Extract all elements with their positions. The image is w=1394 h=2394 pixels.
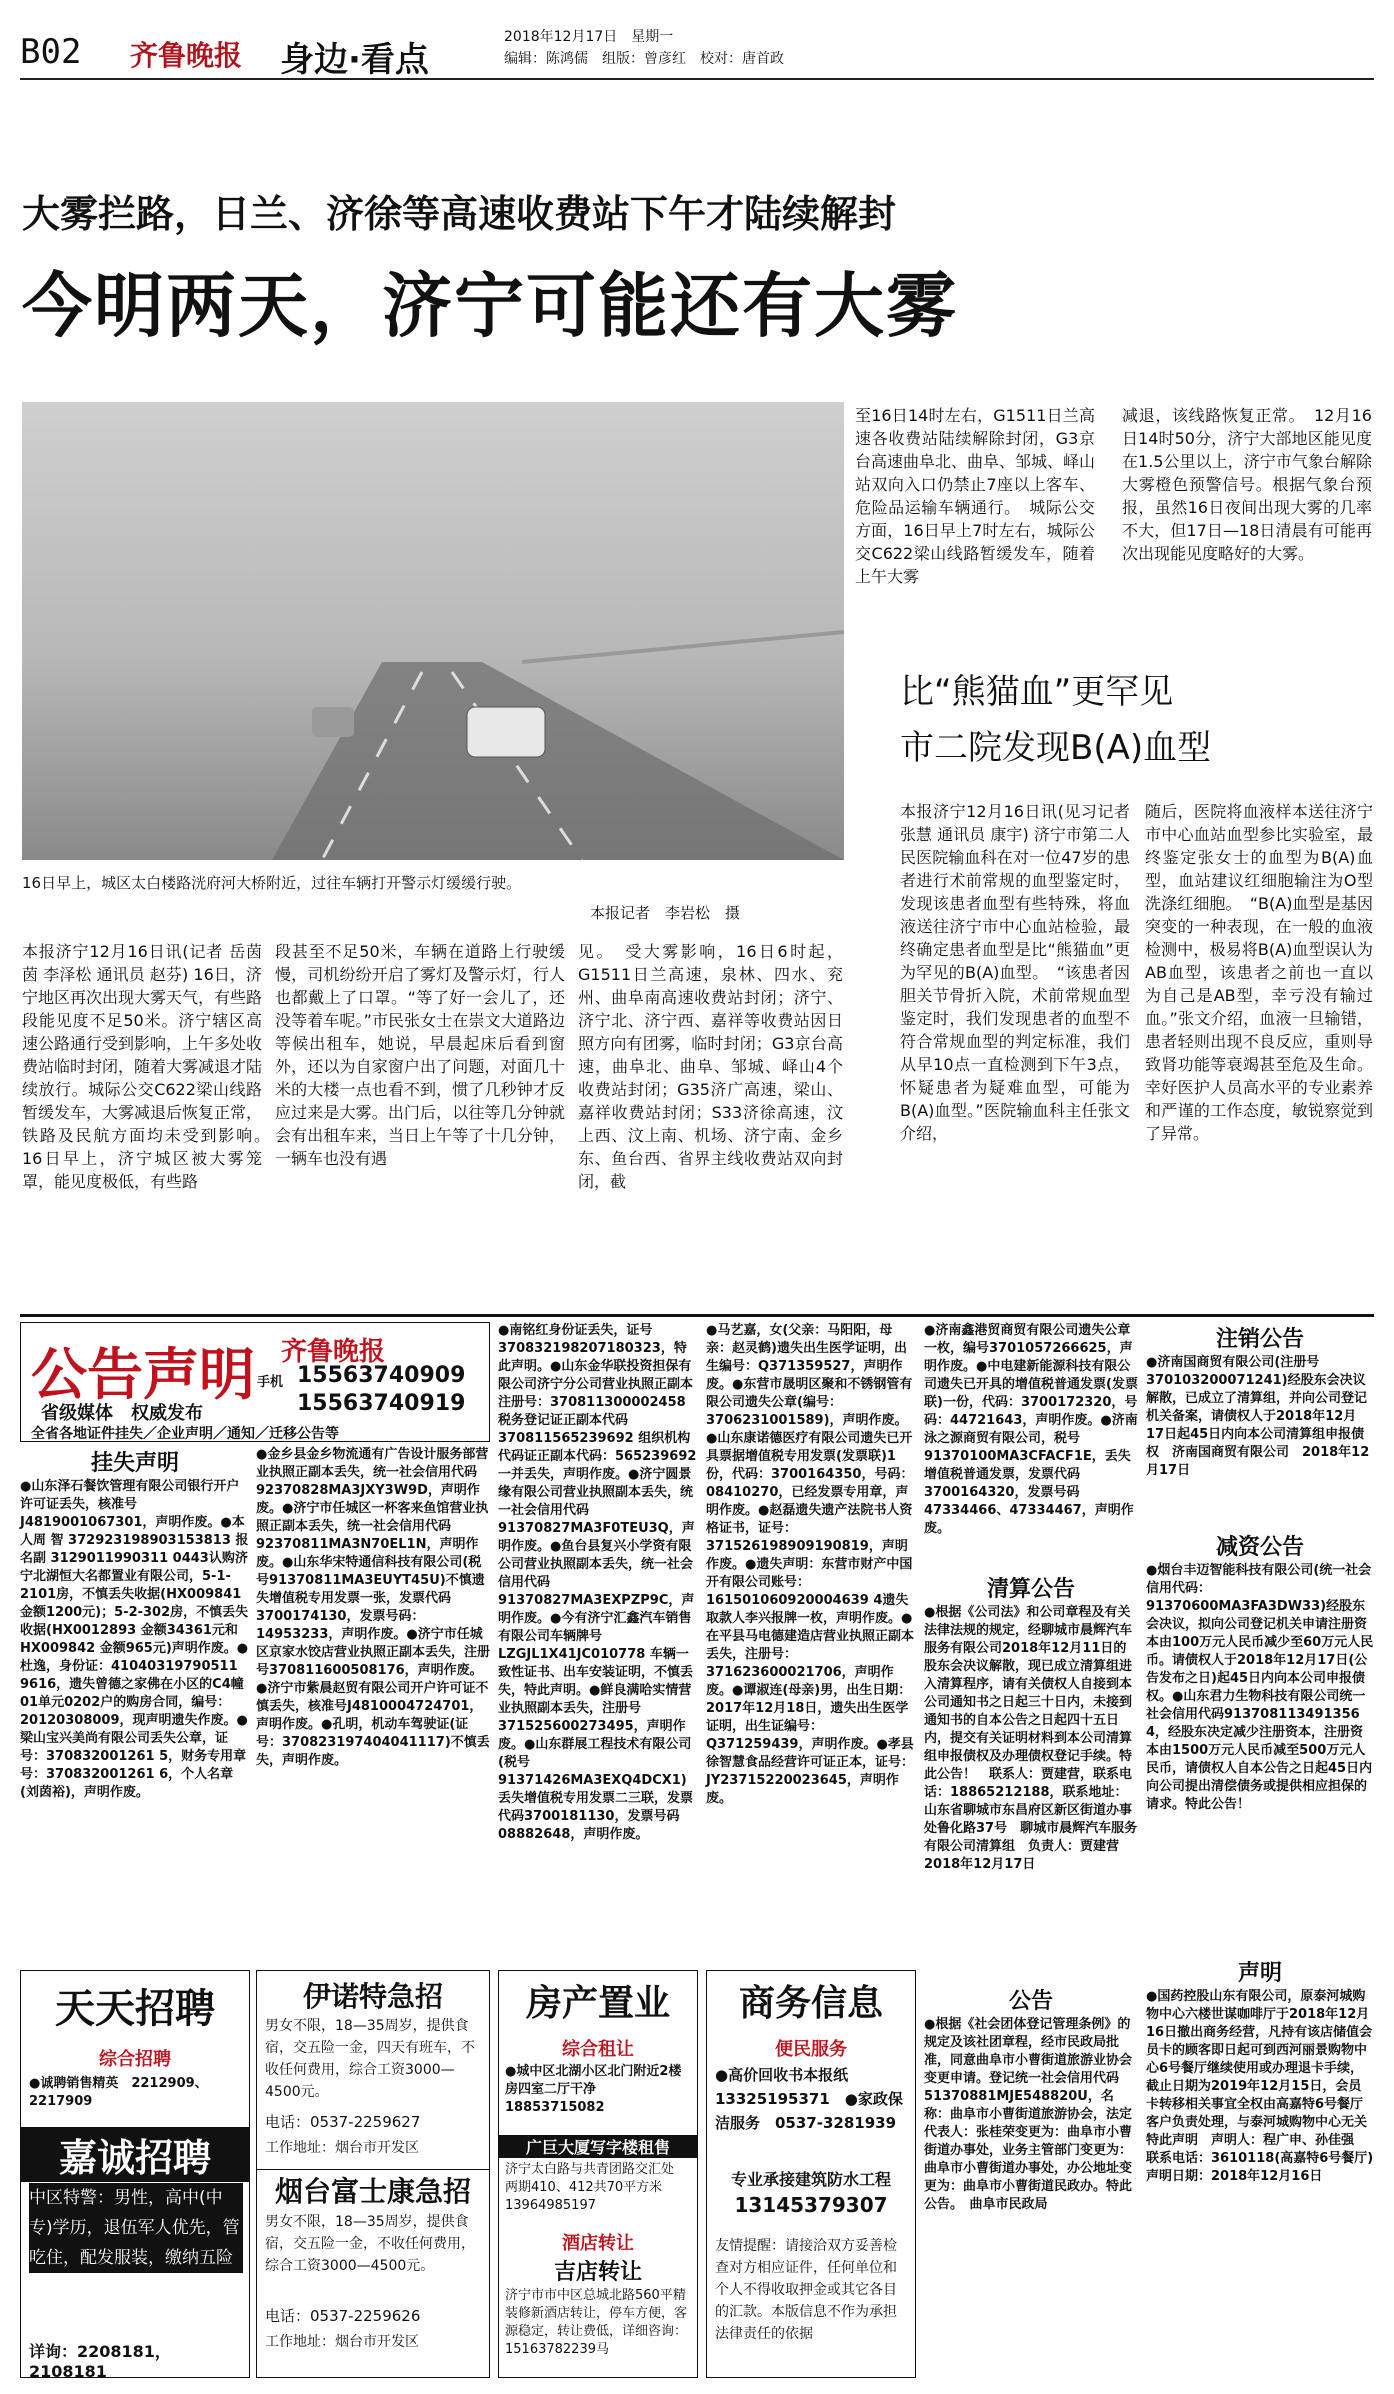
shangwu-title: 商务信息 [738,1983,883,2024]
main-headline: 今明两天，济宁可能还有大雾 [22,265,958,347]
jiacheng-body: 中区特警：男性，高中(中专)学历，退伍军人优先，管吃住，配发服装，缴纳五险 [29,2183,243,2273]
deregistration-title: 注销公告 [1215,1327,1304,1352]
masthead [20,18,1374,80]
yida-address: 工作地址：烟台市开发区 [265,2140,419,2156]
main-story-column-2: 段甚至不足50米，车辆在道路上行驶缓慢，司机纷纷开启了雾灯及警示灯，行人也都戴上了口罩。“等了好一会儿了，还没等着车呢。”市民张女士在崇文大道路边等候出租车，她说，早晨起床后看到窗外，还以为自家窗户出了问题，对面几十米的大楼一点也看不到，惯了几秒钟才反应过来是大雾。出门后，以往等几分钟就会有出租车来，当日上午等了十几分钟，一辆车也没有遇 [275,942,565,1168]
yantai-phone: 电话：0537-2259626 [265,2307,421,2325]
guangda-title: 广巨大厦写字楼租售 [499,2135,697,2158]
main-story-column-5: 减退，该线路恢复正常。 12月16日14时50分，济宁大部地区能见度在1.5公里以上，济宁市气象台解除大雾橙色预警信号。根据气象台预报，虽然16日夜间出现大雾的几率不大，但17日—18日清晨有可能再次出现能见度略好的大雾。 [1122,406,1372,563]
page-code: B02 [20,32,82,72]
friendly-reminder: 友情提醒：请接洽双方妥善检查对方相应证件，任何单位和个人不得收取押金或其它各目的汇款。本版信息不作为承担法律责任的依据 [715,2238,897,2342]
capital-reduction-title: 减资公告 [1215,1535,1304,1560]
second-story-column-2: 随后，医院将血液样本送往济宁市中心血站血型参比实验室，最终鉴定张女士的血型为B(A)血型，血站建议红细胞输注为O型洗涤红细胞。 “B(A)血型是基因突变的一种表现，在一般的血液检测中，极易将B(A)血型误认为AB血型，该患者之前也一直以为自己是AB型，幸亏没有输过血。”张文介绍，血液一旦输错，患者轻则出现不良反应，重则导致肾功能等衰竭甚至危及生命。幸好医护人员高水平的专业素养和严谨的工作态度，敏锐察觉到了异常。 [1145,802,1373,1143]
realestate-box [498,1970,698,2378]
fangchan-title: 房产置业 [525,1983,670,2024]
announcement-body: ●根据《社会团体登记管理条例》的规定及该社团章程，经市民政局批准，同意曲阜市小曹街道旅游业协会变更申请。登记统一社会信用代码51370881MJE548820U，名称：曲阜市小曹街道旅游协会，法定代表人：张桂荣变更为：曲阜市小曹街道办事处，业务主管部门变更为：曲阜市小曹街道办事处，办公地址变更为：曲阜市小曹街道民政办。特此公告。 曲阜市民政局 [924,2017,1133,2212]
yantai-body: 男女不限，18—35周岁，提供食宿，交五险一金，不收任何费用，综合工资3000—4500元。 [265,2214,475,2274]
yida-phone: 电话：0537-2259627 [265,2113,421,2131]
bianmin-body: ●高价回收书本报纸 13325195371 ●家政保洁服务 0537-3281939 [715,2066,903,2132]
guangda-body: 济宁太白路与共青团路交汇处 两期410、412共70平方米 13964985197 [505,2162,676,2213]
liquidation-title: 清算公告 [986,1577,1075,1602]
yantai-title: 烟台富士康急招 [257,2169,489,2210]
bianmin-title: 便民服务 [775,2039,847,2060]
lost-notice-column-5: ●济南鑫港贸商贸有限公司遗失公章一枚，编号3701057266625，声明作废。●中电建新能源科技有限公司遗失已开具的增值税普通发票(发票联)一份，代码：3700172320，号码：44721643，声明作废。●济南泳之源商贸有限公司，税号91370100MA3CFACF1E，丢失增值税普通发票，发票代码3700164320，发票号码47334466、47334467，声明作废。 [924,1323,1138,1536]
paper-logo: 齐鲁晚报 [130,39,243,72]
lost-notice-column-4: ●马艺嘉，女(父亲：马阳阳，母亲：赵灵鹤)遗失出生医学证明，出生编号：Q371359527，声明作废。●东营市晟明区聚和不锈钢管有限公司遗失公章(编号：3706231001589)，声明作废。●山东康诺德医疗有限公司遗失已开具票据增值税专用发票(发票联)1份，代码：3700164350，号码：08410270，已经发票专用章，声明作废。●赵磊遗失遗产法院书人资格证书，证号：371526198909190819，声明作废。●遗失声明：东营市财产中国开有限公司账号：161501060920004639 4遗失取款人李兴报牌一枚，声明作废。●在平县马电德建造店营业执照正副本丢失，注册号：371623600021706，声明作废。●谭淑连(母亲)男，出生日期：2017年12月18日，遗失出生医学证明，出生证编号：Q371259439，声明作废。●孝县徐智慧食品经营许可证正本，证号：JY23715220023645，声明作废。 [706,1323,915,1806]
zonghe-title: 综合招聘 [99,2049,171,2070]
business-info-box [706,1970,916,2378]
lost-notice-title: 挂失声明 [90,1451,179,1476]
notice-banner-tagline: 省级媒体 权威发布 [41,1403,203,1424]
jidian-body: 济宁市市中区总城北路560平精装修新酒店转让，停车方便，客源稳定，转让费低，详细咨询：15163782239马 [505,2288,688,2357]
photo-caption: 16日早上，城区太白楼路洸府河大桥附近，过往车辆打开警示灯缓缓行驶。 [22,874,522,892]
main-story-column-4: 至16日14时左右，G1511日兰高速各收费站陆续解除封闭，G3京台高速曲阜北、曲阜、邹城、峄山站双向入口仍禁止7座以上客车、危险品运输车辆通行。 城际公交方面，16日早上7时左右，城际公交C622梁山线路暂缓发车，随着上午大雾 [855,406,1096,586]
fog-photo [22,402,844,860]
notice-banner-paper: 齐鲁晚报 [281,1337,386,1367]
photo-credit: 本报记者 李岩松 摄 [590,904,741,922]
phone-number-2: 15563740919 [297,1391,466,1416]
deregistration-body: ●济南国商贸有限公司(注册号370103200071241)经股东会决议解散，已成立了清算组，并向公司登记机关备案，请债权人于2018年12月17日起45日内向本公司清算组申报债权 济南国商贸有限公司 2018年12月17日 [1146,1355,1370,1478]
fangshui-phone: 13145379307 [734,2193,888,2217]
jiudian-title: 酒店转让 [562,2233,634,2254]
editor-credits: 编辑：陈鸿儒 组版：曾彦红 校对：唐首政 [504,51,784,67]
main-story-column-3: 见。 受大雾影响，16日6时起，G1511日兰高速，泉林、四水、兖州、曲阜南高速收费站封闭；济宁、济宁北、济宁西、嘉祥等收费站因日照方向有团雾，临时封闭；G3京台高速，曲阜北、曲阜、邹城、峄山4个收费站封闭；G35济广高速，梁山、嘉祥收费站封闭；S33济徐高速，汶上西、汶上南、机场、济宁南、金乡东、鱼台西、省界主线收费站双向封闭，截 [578,942,843,1191]
jiacheng-phone: 详询：2208181，2108181 [29,2342,171,2381]
issue-date: 2018年12月17日 星期一 [504,29,674,45]
main-kicker: 大雾拦路，日兰、济徐等高速收费站下午才陆续解封 [22,192,897,236]
main-story-column-1: 本报济宁12月16日讯(记者 岳茵茵 李泽松 通讯员 赵芬) 16日，济宁地区再次出现大雾天气，有些路段能见度不足50米。济宁辖区高速公路通行受到影响，上午多处收费站临时封闭，随着大雾减退才陆续放行。城际公交C622梁山线路暂缓发车，大雾减退后恢复正常，铁路及民航方面均未受到影响。 16日早上，济宁城区被大雾笼罩，能见度极低，有些路 [22,942,279,1191]
statement-title: 声明 [1237,1961,1282,1986]
recruitment-box [20,1970,250,2381]
notice-services: 全省各地证件挂失／企业声明／通知／迁移公告等 [31,1426,339,1442]
zuli-title: 综合租让 [562,2039,634,2060]
fog-road-illustration [22,402,844,860]
jiacheng-title: 嘉诚招聘 [21,2127,249,2182]
lost-notice-column-3: ●南铭红身份证丢失，证号370832198207180323，特此声明。●山东金华联投资担保有限公司济宁分公司营业执照正副本注册号：370811300002458 税务登记证正副本代码370811565239692 组织机构代码证正副本代码：565239692一并丢失，声明作废。●济宁圆景缘有限公司营业执照副本丢失，统一社会信用代码91370827MA3F0TEU3Q，声明作废。●鱼台县复兴小学资有限公司营业执照副本丢失，统一社会信用代码91370827MA3EXPZP9C，声明作废。●今有济宁汇鑫汽车销售有限公司车辆牌号LZGJL1X41JC010778 车辆一致性证书、出车安装证明，不慎丢失，特此声明。●鲜良满哈实情营业执照副本丢失，注册号371525600273495，声明作废。●山东群展工程技术有限公司(税号91371426MA3EXQ4DCX1)丢失增值税专用发票二三联，发票代码3700181130，发票号码08882648，声明作废。 [498,1323,697,1842]
zuli-body: ●城中区北湖小区北门附近2楼房四室二厅干净 18853715082 [505,2064,682,2115]
phone-number-1: 15563740909 [297,1363,466,1388]
fangshui-title: 专业承接建筑防水工程 [730,2170,891,2189]
lost-notice-column-1: ●山东泽石餐饮管理有限公司银行开户许可证丢失，核准号J4819001067301，声明作废。●本人周 智 372923198903153813 报名副 3129011990311 0443认购济宁北湖恒大名都置业有限公司，5-1-2101房，不慎丢失收据(HX009841 金额1200元)；5-2-302房，不慎丢失收据(HX0012893 金额34361元和HX009842 金额965元)声明作废。●杜逸，身份证：41040319790511 9616，遗失曾德之家佛在小区的C4幢01单元0202户的购房合同，编号：20120308009，现声明遗失作废。●梁山宝兴美尚有限公司丢失公章，证号：370832001261 5，财务专用章号：370832001261 6，个人名章(刘茵裕)，声明作废。 [20,1479,249,1800]
notice-banner-title: 公告声明 [31,1342,255,1408]
notice-banner [20,1322,490,1442]
lost-notice-column-2: ●金乡县金乡物流通有广告设计服务部营业执照正副本丢失，统一社会信用代码92370828MA3JXY3W9D，声明作废。●济宁市任城区一杯客来鱼馆营业执照正副本丢失，统一社会信用代码92370811MA3N70EL1N，声明作废。●山东华宋特通信科技有限公司(税号91370811MA3EUYT45U)不慎遗失增值税专用发票一张，发票代码3700174130，发票号码：14953233，声明作废。●济宁市任城区京家水饺店营业执照正副本丢失，注册号370811600508176，声明作废。●济宁市紫晨赵贸有限公司开户许可证不慎丢失，核准号J4810004724701，声明作废。●孔明，机动车驾驶证(证号：370823197404041117)不慎丢失，声明作废。 [256,1447,491,1768]
jidian-title: 吉店转让 [553,2260,642,2285]
liquidation-body: ●根据《公司法》和公司章程及有关法律法规的规定，经聊城市晨辉汽车服务有限公司2018年12月11日的股东会决议解散，现已成立清算组进入清算程序，请有关债权人自接到本公司通知书之日起三十日内，未接到通知书的自本公告之日起四十五日内，提交有关证明材料到本公司清算组申报债权及办理债权登记手续。特此公告！ 联系人：贾建营，联系电话：18865212188，联系地址：山东省聊城市东昌府区新区街道办事处鲁化路37号 聊城市晨辉汽车服务有限公司清算组 负责人：贾建营 2018年12月17日 [924,1605,1138,1872]
second-story-column-1: 本报济宁12月16日讯(见习记者 张慧 通讯员 康宇) 济宁市第二人民医院输血科在对一位47岁的患者进行术前常规的血型鉴定时，发现该患者血型有些特殊，将血液送往济宁市中心血站检验，最终确定患者血型是比“熊猫血”更为罕见的B(A)血型。 “该患者因胆关节骨折入院，术前常规血型鉴定时，我们发现患者的血型不符合常规血型的判定标准，我们从早10点一直检测到下午3点，怀疑患者为疑难血型，可能为B(A)血型。”医院输血科主任张文介绍， [900,802,1130,1143]
zonghe-body: ●诚聘销售精英 2212909、2217909 [29,2076,208,2109]
second-headline-line1: 比“熊猫血”更罕见 [900,672,1174,712]
phone-label: 手机 [257,1375,284,1390]
section-divider [20,1314,1374,1317]
section-title: 身边·看点 [280,40,429,80]
issue-meta [504,26,784,70]
yida-title: 伊诺特急招 [302,1980,443,2013]
statement-body: ●国药控股山东有限公司，原泰河城购物中心六楼世谋咖啡厅于2018年12月16日撤出商务经营，凡持有该店储值会员卡的顾客即日起可到西河丽景购物中心6号餐厅继续使用或办理退卡手续，截止日期为2019年12月15日，会员卡转移相关事宜全权由高嘉特6号餐厅客户负责处理，与泰河城购物中心无关 特此声明 声明人：程广申、孙佳强 联系电话：3610118(高嘉特6号餐厅) 声明日期：2018年12月16日 [1146,1989,1387,2184]
yantai-address: 工作地址：烟台市开发区 [265,2334,419,2350]
tiantian-title: 天天招聘 [55,1986,215,2032]
yida-body: 男女不限，18—35周岁，提供食宿，交五险一金，四天有班车，不收任何费用，综合工资3000—4500元。 [265,2018,475,2100]
capital-reduction-body: ●烟台丰迈智能科技有限公司(统一社会信用代码：91370600MA3FA3DW33)经股东会决议，拟向公司登记机关申请注册资本由100万元人民币减少至60万元人民币。请债权人于2018年12月17日(公告发布之日)起45日内向本公司申报债权。●山东君力生物科技有限公司统一社会信用代码913708113491356 4，经股东决定减少注册资本，注册资本由1500万元人民币减至500万元人民币，请债权人自本公告之日起45日内向公司提出清偿债务或提供相应担保的请求。特此公告！ [1146,1563,1374,1812]
second-headline-line2: 市二院发现B(A)血型 [900,728,1212,768]
factory-recruitment-box [256,1970,490,2378]
announcement-title: 公告 [1008,1989,1053,2014]
